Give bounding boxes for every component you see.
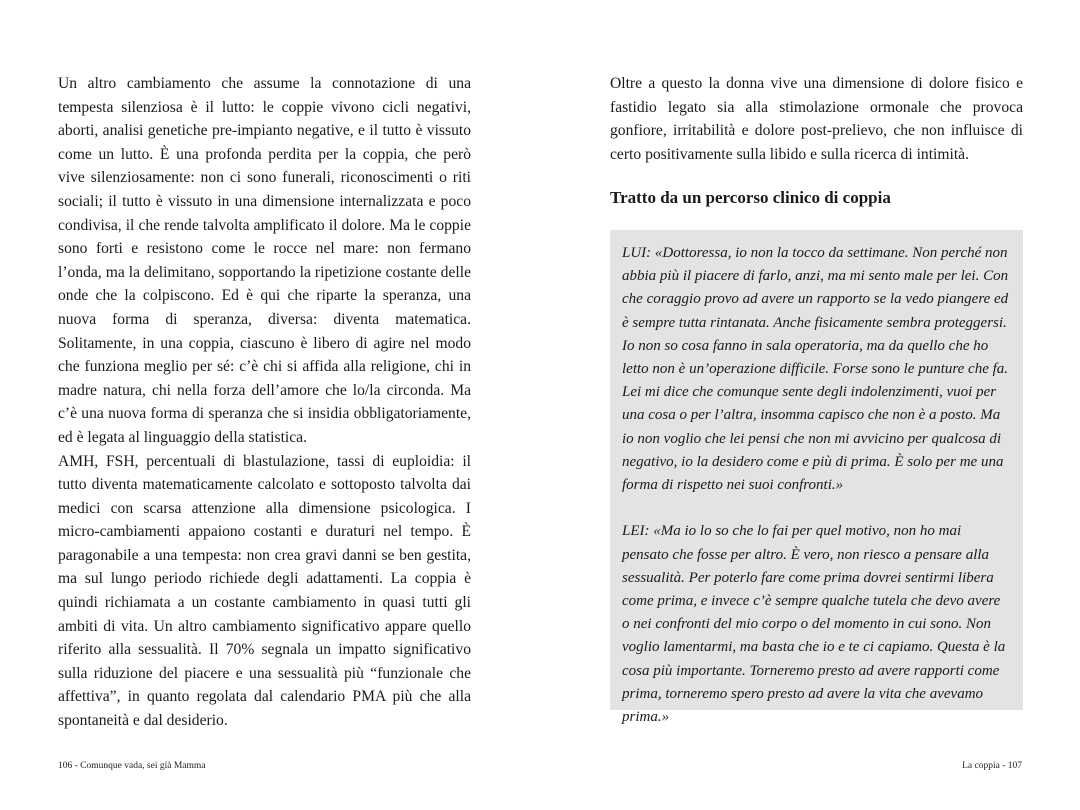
quote-lui: LUI: «Dottoressa, io non la tocco da settimane. Non perché non abbia più il piacere di farlo, anzi, ma mi sento male per lei. Con che coraggio provo ad avere un rapporto se la vedo piangere ed è sempre tutta rintanata. Anche fisicamente sembra proteggersi. Io non so cosa fanno in sala operatoria, ma da quello che ho letto non è un’operazione difficile. Forse sono le punture che fa. Lei mi dice che comunque sente degli indolenzimenti, vuoi per una cosa o per l’altra, insomma capisco che non è a posto. Ma io non voglio che lei pensi che non mi avvicino per qualcosa di negativo, io la desidero come e più di prima. È solo per me una forma di rispetto nei suoi confronti.» [622, 245, 1009, 494]
quote-lei: LEI: «Ma io lo so che lo fai per quel motivo, non ho mai pensato che fosse per altro. È vero, non riesco a pensare alla sessualità. Per poterlo fare come prima dovrei sentirmi libera come prima, e invece c’è sempre qualche tutela che devo avere o nei confronti del mio corpo o del momento in cui sono. Non voglio lamentarmi, ma basta che io e te ci capiamo. Questa è la cosa più importante. Torneremo presto ad avere rapporti come prima, torneremo spero presto ad avere la vita che avevamo prima.» [622, 523, 1006, 726]
left-paragraph-1: Un altro cambiamento che assume la connotazione di una tempesta silenziosa è il lutto: le coppie vivono cicli negativi, aborti, analisi genetiche pre-impianto negative, e il tutto è vissuto come un lutto. È una profonda perdita per la coppia, che però vive silenziosamente: non ci sono funerali, riconoscimenti o riti sociali; il tutto è vissuto in una dimensione internalizzata e poco condivisa, il che rende talvolta amplificato il dolore. Ma le coppie sono forti e resistono come le rocce nel mare: non fermano l’onda, ma la delimitano, sopportando la ripetizione costante delle onde che la colpiscono. Ed è qui che riparte la speranza, una nuova forma di speranza, diversa: diventa matematica. Solitamente, in una coppia, ciascuno è libero di agire nel modo che funziona meglio per sé: c’è chi si affida alla religione, chi in madre natura, chi nella forza dell’amore che lo/la circonda. Ma c’è una nuova forma di speranza che si insidia obbligatoriamente, ed è legata al linguaggio della statistica. [58, 75, 471, 446]
right-intro-paragraph: Oltre a questo la donna vive una dimensione di dolore fisico e fastidio legato sia alla stimolazione ormonale che provoca gonfiore, irritabilità e dolore post-prelievo, che non influisce di certo positivamente sulla libido e sulla ricerca di intimità. [610, 75, 1023, 163]
left-body-text [58, 72, 471, 733]
left-page-footer: 106 - Comunque vada, sei già Mamma [58, 761, 206, 771]
right-page-footer: La coppia - 107 [962, 761, 1022, 771]
right-page [540, 0, 1080, 810]
section-title: Tratto da un percorso clinico di coppia [610, 188, 891, 207]
dialogue-quote-box [610, 230, 1023, 726]
left-paragraph-2: AMH, FSH, percentuali di blastulazione, tassi di euploidia: il tutto diventa matematicamente calcolato e sottoposto talvolta dai medici con scarsa attenzione alla dimensione psicologica. I micro-cambiamenti appaiono costanti e duraturi nel tempo. È paragonabile a una tempesta: non crea gravi danni se ben gestita, ma sul lungo periodo richiede degli adattamenti. La coppia è quindi richiamata a un costante cambiamento in quasi tutti gli ambiti di vita. Un altro cambiamento significativo appare quello riferito alla sessualità. Il 70% segnala un impatto significativo sulla riduzione del piacere e una sessualità più “funzionale che affettiva”, in quanto regolata dal calendario PMA più che alla spontaneità e dal desiderio. [58, 452, 471, 730]
